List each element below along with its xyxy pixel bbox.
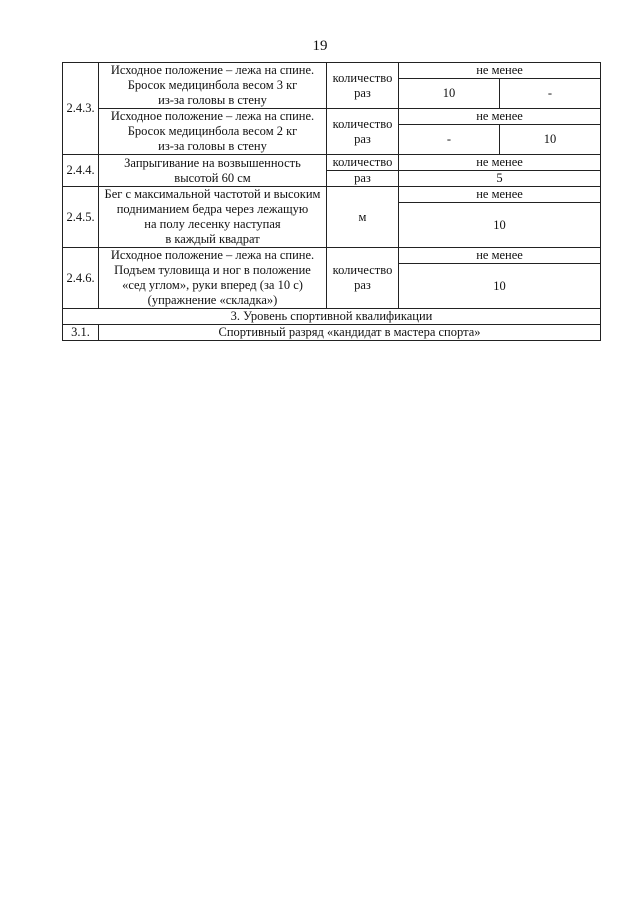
- qualifier-cell: не менее: [399, 63, 601, 79]
- exercise-description: Исходное положение – лежа на спине. Подъем туловища и ног в положение «сед углом», руки вперед (за 10 с) (упражнение «складка»): [99, 248, 327, 309]
- table-row: [63, 109, 601, 125]
- unit-cell: количество: [327, 155, 399, 171]
- row-number: 2.4.3.: [63, 63, 99, 155]
- page-number: 19: [312, 38, 328, 54]
- value-cell: -: [500, 79, 601, 109]
- table-row: [63, 63, 601, 79]
- table-row: [63, 187, 601, 203]
- row-number: 2.4.5.: [63, 187, 99, 248]
- unit-cell: м: [327, 187, 399, 248]
- norms-table: [62, 62, 601, 341]
- unit-cell: количество раз: [327, 248, 399, 309]
- value-cell: 10: [399, 79, 500, 109]
- table-row: [63, 248, 601, 264]
- table-row: [63, 155, 601, 171]
- value-cell: 5: [399, 171, 601, 187]
- exercise-description: Бег с максимальной частотой и высоким подниманием бедра через лежащую на полу лесенку наступая в каждый квадрат: [99, 187, 327, 248]
- section-header-row: [63, 309, 601, 325]
- row-number: 2.4.4.: [63, 155, 99, 187]
- qualifier-cell: не менее: [399, 109, 601, 125]
- value-cell: 10: [399, 264, 601, 309]
- row-number: 2.4.6.: [63, 248, 99, 309]
- exercise-description: Исходное положение – лежа на спине. Бросок медицинбола весом 2 кг из-за головы в стену: [99, 109, 327, 155]
- exercise-description: Исходное положение – лежа на спине. Бросок медицинбола весом 3 кг из-за головы в стену: [99, 63, 327, 109]
- unit-cell: раз: [327, 171, 399, 187]
- qualifier-cell: не менее: [399, 155, 601, 171]
- value-cell: 10: [500, 125, 601, 155]
- qualification-text: Спортивный разряд «кандидат в мастера спорта»: [99, 325, 601, 341]
- table-row: [63, 325, 601, 341]
- qualifier-cell: не менее: [399, 187, 601, 203]
- row-number: 3.1.: [63, 325, 99, 341]
- exercise-description: Запрыгивание на возвышенность высотой 60 см: [99, 155, 327, 187]
- unit-cell: количество раз: [327, 109, 399, 155]
- value-cell: -: [399, 125, 500, 155]
- qualifier-cell: не менее: [399, 248, 601, 264]
- section-header: 3. Уровень спортивной квалификации: [63, 309, 601, 325]
- value-cell: 10: [399, 203, 601, 248]
- unit-cell: количество раз: [327, 63, 399, 109]
